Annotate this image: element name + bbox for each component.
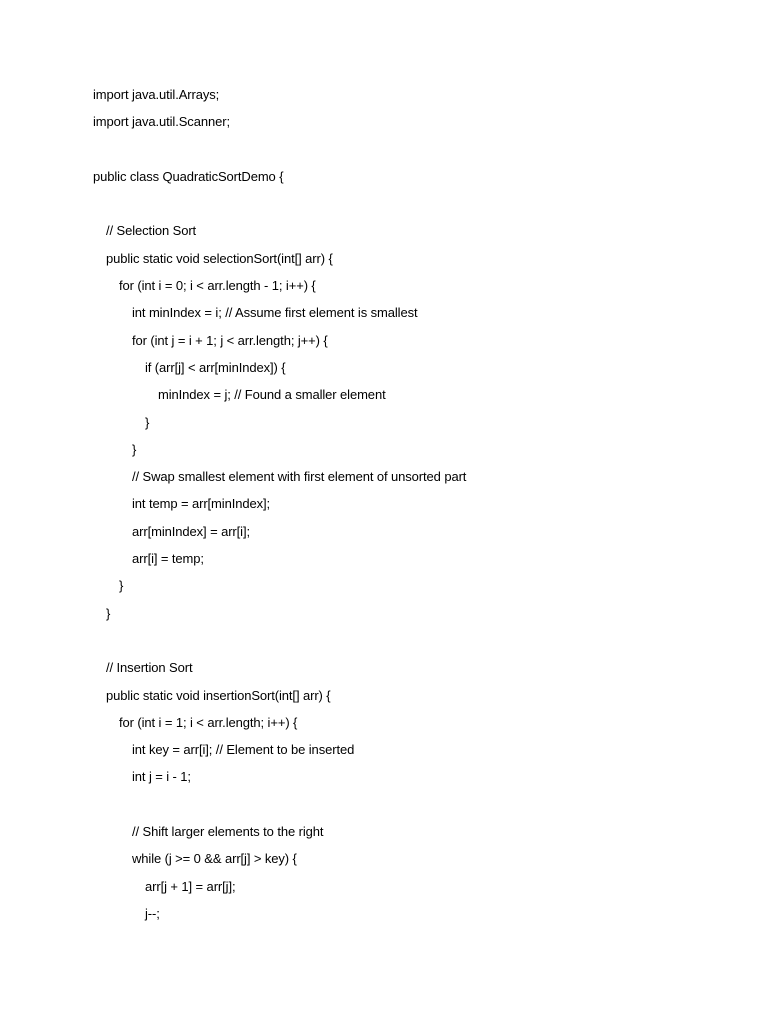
code-line: int key = arr[i]; // Element to be inserted: [132, 742, 355, 758]
code-line: }: [145, 414, 150, 430]
blank-line: [93, 141, 466, 168]
code-line: arr[j + 1] = arr[j];: [145, 878, 236, 894]
code-line: import java.util.Arrays;: [93, 87, 220, 102]
code-line: // Selection Sort: [106, 223, 197, 239]
code-line: for (int j = i + 1; j < arr.length; j++) {: [132, 332, 328, 348]
code-line: while (j >= 0 && arr[j] > key) {: [132, 851, 297, 867]
blank-line: [93, 632, 466, 659]
code-line: int j = i - 1;: [132, 769, 191, 785]
blank-line: [93, 195, 466, 222]
code-listing: [93, 86, 466, 932]
code-line: }: [132, 441, 137, 457]
blank-line: [93, 796, 466, 823]
code-line: int temp = arr[minIndex];: [132, 496, 271, 512]
code-line: public static void selectionSort(int[] arr) {: [106, 250, 333, 266]
code-line: if (arr[j] < arr[minIndex]) {: [145, 359, 286, 375]
code-line: public static void insertionSort(int[] arr) {: [106, 687, 331, 703]
code-line: // Shift larger elements to the right: [132, 824, 324, 840]
code-line: int minIndex = i; // Assume first element is smallest: [132, 305, 418, 321]
code-line: import java.util.Scanner;: [93, 114, 230, 130]
code-line: // Insertion Sort: [106, 660, 193, 676]
code-line: // Swap smallest element with first element of unsorted part: [132, 469, 467, 485]
code-line: public class QuadraticSortDemo {: [93, 168, 284, 184]
code-line: minIndex = j; // Found a smaller element: [158, 387, 386, 403]
code-line: arr[minIndex] = arr[i];: [132, 523, 250, 539]
code-line: arr[i] = temp;: [132, 551, 204, 567]
code-line: for (int i = 0; i < arr.length - 1; i++) {: [119, 278, 316, 294]
code-line: for (int i = 1; i < arr.length; i++) {: [119, 714, 298, 730]
code-line: }: [119, 578, 124, 594]
code-line: }: [106, 605, 111, 621]
code-line: j--;: [145, 905, 160, 921]
